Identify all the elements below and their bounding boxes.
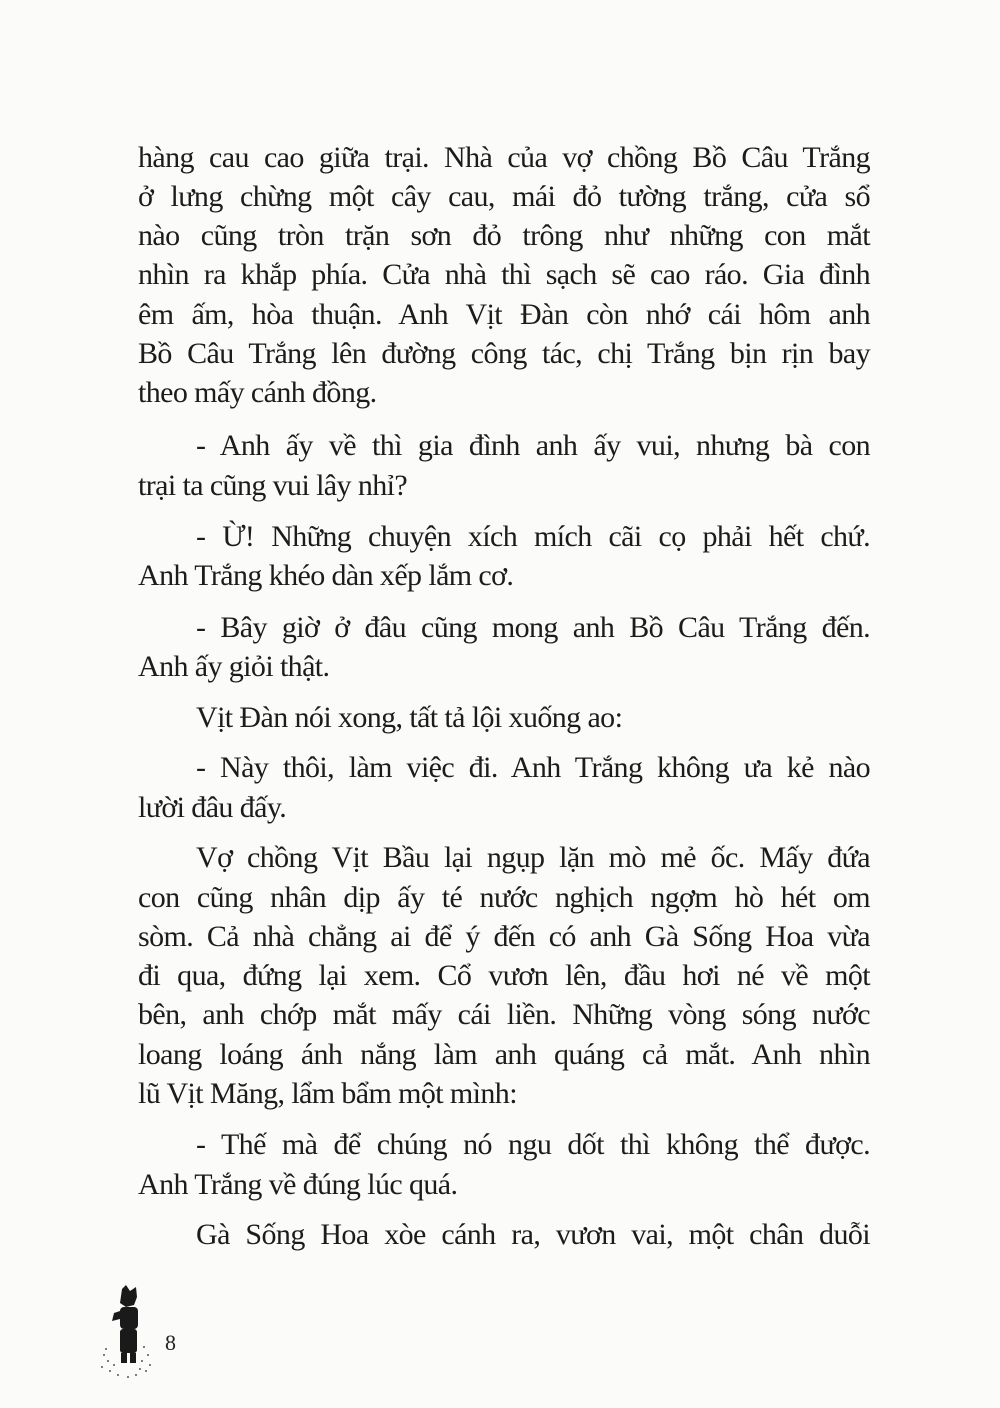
text-line: - Bây giờ ở đâu cũng mong anh Bồ Câu Trắng đến. (196, 611, 870, 644)
text-line: Anh Trắng khéo dàn xếp lắm cơ. (138, 559, 514, 592)
text-line: nào cũng tròn trặn sơn đỏ trông như những con mắt (138, 219, 870, 252)
text-line: bên, anh chớp mắt mấy cái liền. Những vòng sóng nước (138, 998, 870, 1031)
text-line: hàng cau cao giữa trại. Nhà của vợ chồng Bồ Câu Trắng (138, 141, 870, 174)
text-line: Anh ấy giỏi thật. (138, 650, 330, 683)
text-line: - Này thôi, làm việc đi. Anh Trắng không ưa kẻ nào (196, 751, 870, 784)
text-line: con cũng nhân dịp ấy té nước nghịch ngợm hò hét om (138, 881, 870, 914)
text-line: nhìn ra khắp phía. Cửa nhà thì sạch sẽ cao ráo. Gia đình (138, 258, 870, 291)
text-line: loang loáng ánh nắng làm anh quáng cả mắt. Anh nhìn (138, 1038, 870, 1071)
text-line: theo mấy cánh đồng. (138, 376, 377, 409)
text-line: trại ta cũng vui lây nhỉ? (138, 469, 408, 502)
text-line: đi qua, đứng lại xem. Cổ vươn lên, đầu hơi né về một (138, 959, 870, 992)
text-line: êm ấm, hòa thuận. Anh Vịt Đàn còn nhớ cái hôm anh (138, 298, 870, 331)
text-line: sòm. Cả nhà chẳng ai để ý đến có anh Gà Sống Hoa vừa (138, 920, 870, 953)
rooster-figure-icon (96, 1283, 156, 1383)
text-line: - Anh ấy về thì gia đình anh ấy vui, nhưng bà con (196, 429, 870, 462)
page-number: 8 (165, 1330, 176, 1355)
text-line: lũ Vịt Măng, lẩm bẩm một mình: (138, 1077, 517, 1110)
text-line: Anh Trắng về đúng lúc quá. (138, 1168, 458, 1201)
text-line: Gà Sống Hoa xòe cánh ra, vươn vai, một chân duỗi (196, 1218, 870, 1251)
text-line: Bồ Câu Trắng lên đường công tác, chị Trắng bịn rịn bay (138, 337, 870, 370)
text-line: lười đâu đấy. (138, 791, 287, 824)
text-line: - Thế mà để chúng nó ngu dốt thì không thể được. (196, 1128, 870, 1161)
text-line: - Ừ! Những chuyện xích mích cãi cọ phải hết chứ. (196, 520, 870, 553)
text-line: Vịt Đàn nói xong, tất tả lội xuống ao: (196, 701, 623, 734)
text-line: Vợ chồng Vịt Bầu lại ngụp lặn mò mẻ ốc. Mấy đứa (196, 841, 870, 874)
text-line: ở lưng chừng một cây cau, mái đỏ tường trắng, cửa sổ (138, 180, 870, 213)
